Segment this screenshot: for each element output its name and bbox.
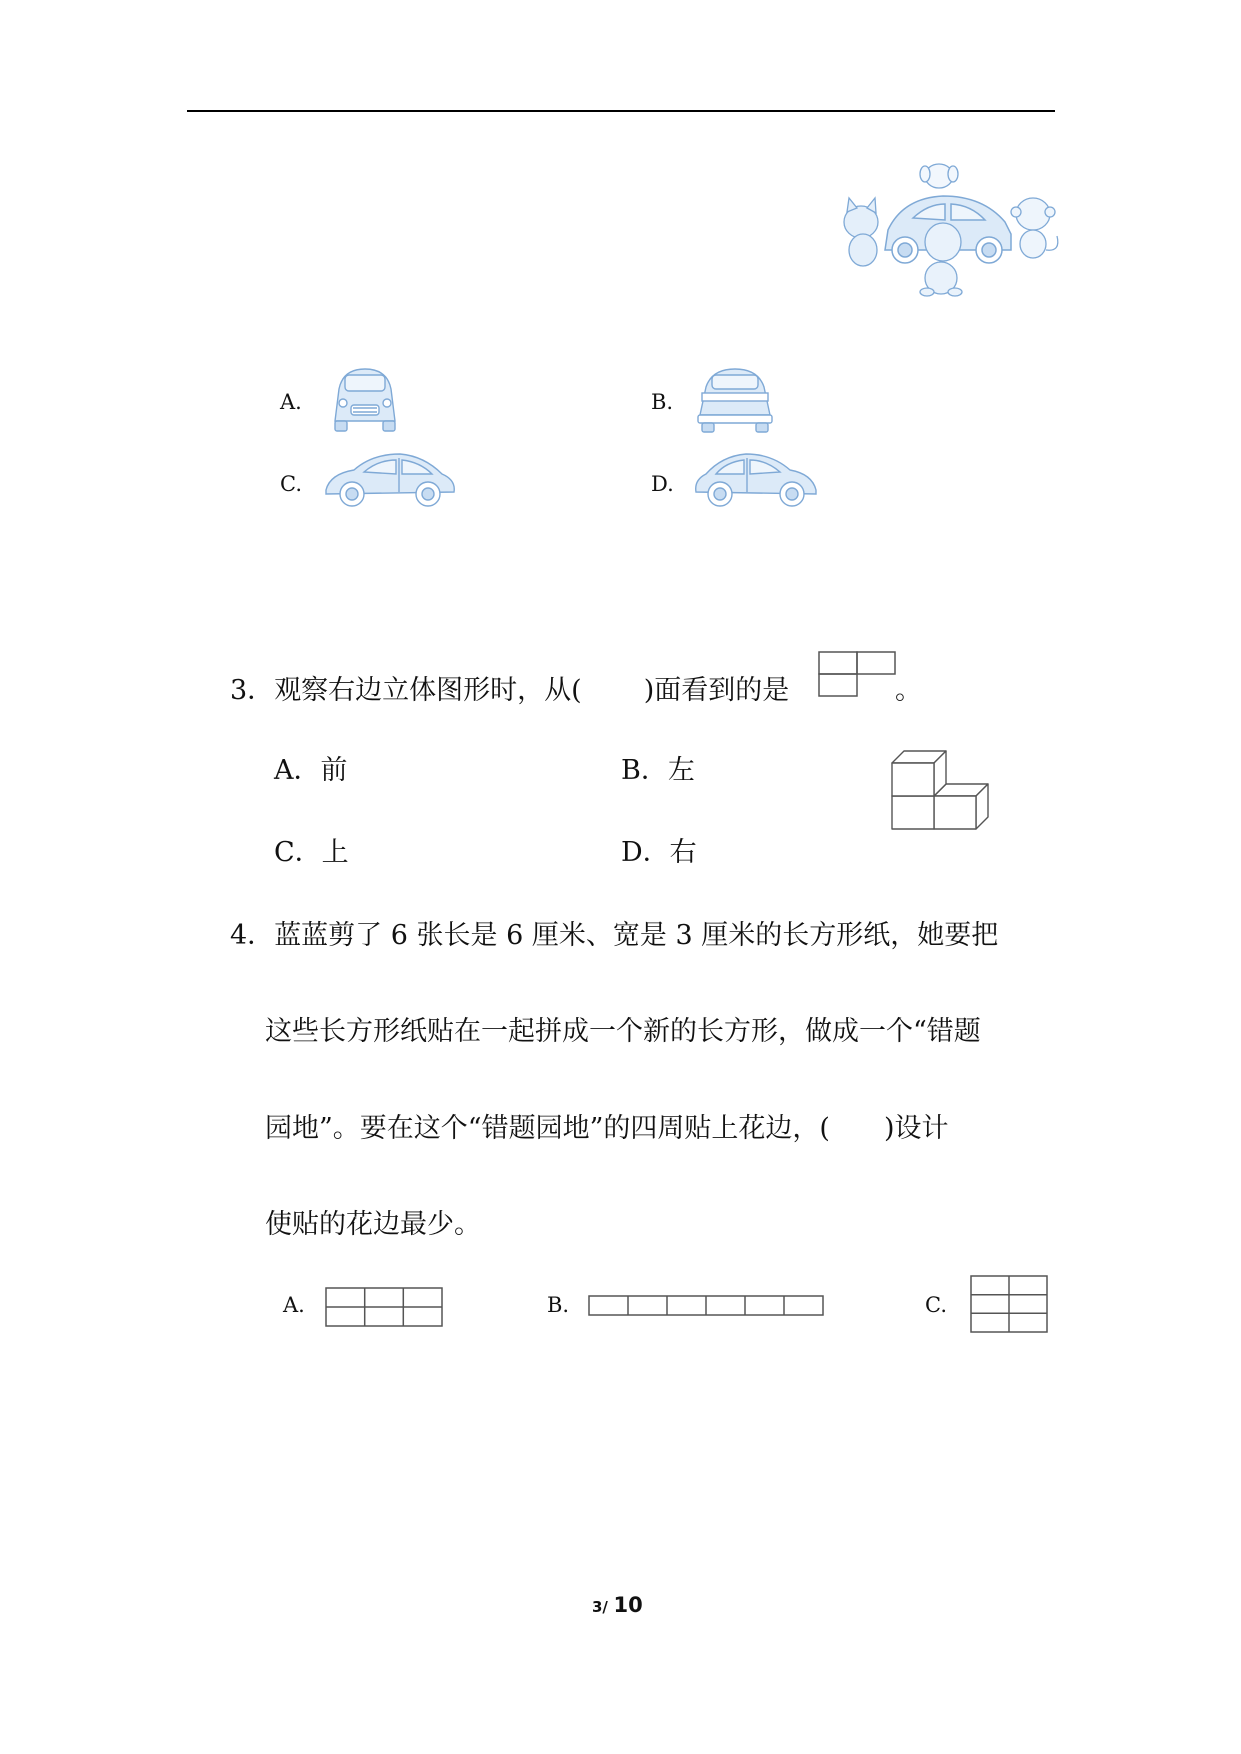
q3-stem (230, 673, 789, 709)
q3-end-mark: 。 (895, 675, 922, 706)
q4-option-c-letter[interactable]: C. (925, 1293, 947, 1317)
q3-option-c-text: 上 (321, 837, 349, 868)
q3-text-b: )面看到的是 (643, 675, 790, 706)
q3-number: 3． (230, 675, 275, 706)
q4-line-3: 园地”。要在这个“错题园地”的四周贴上花边，( )设计 (265, 1113, 949, 1144)
car-side-view-right-image (692, 452, 822, 510)
q3-option-c-letter: C． (274, 837, 322, 868)
car-rear-view-image (690, 363, 780, 435)
q4-line-2: 这些长方形纸贴在一起拼成一个新的长方形，做成一个“错题 (265, 1016, 981, 1047)
q4-line-4: 使贴的花边最少。 (265, 1209, 481, 1240)
q2-option-a-letter: A. (280, 390, 302, 414)
q3-option-d-letter: D． (621, 837, 670, 868)
view-shape-figure (818, 651, 898, 697)
q4-line-1 (230, 918, 998, 954)
car-side-view-left-image (320, 452, 460, 510)
q3-option-c[interactable] (274, 830, 349, 869)
scene-illustration (833, 160, 1063, 300)
q4-text-line-1: 蓝蓝剪了 6 张长是 6 厘米、宽是 3 厘米的长方形纸，她要把 (274, 920, 999, 951)
grid-3x2-figure (970, 1275, 1048, 1333)
car-front-view-image (325, 363, 405, 435)
q3-option-a[interactable] (274, 748, 348, 787)
header-rule (187, 110, 1055, 112)
page-number (592, 1593, 643, 1617)
q3-option-d[interactable] (621, 830, 697, 869)
q3-option-a-text: 前 (320, 755, 348, 786)
grid-1x6-figure (588, 1295, 824, 1317)
q3-text-a: 观察右边立体图形时，从( (274, 675, 582, 706)
page-total: 10 (613, 1593, 643, 1617)
grid-2x3-figure (325, 1287, 443, 1327)
q4-option-a-letter[interactable]: A. (283, 1293, 305, 1317)
q3-option-b-letter: B． (621, 755, 668, 786)
q3-option-b[interactable] (621, 748, 695, 787)
q3-option-b-text: 左 (667, 755, 695, 786)
q3-option-d-text: 右 (669, 837, 697, 868)
q3-option-a-letter: A． (274, 755, 321, 786)
q2-option-c-letter: C. (280, 472, 302, 496)
q2-option-d-letter: D. (651, 472, 674, 496)
q2-option-b-letter: B. (651, 390, 674, 414)
cube-stack-figure (880, 750, 992, 850)
q4-option-b-letter[interactable]: B. (547, 1293, 570, 1317)
q4-number: 4． (230, 920, 275, 951)
page-current: 3/ (592, 1598, 608, 1616)
